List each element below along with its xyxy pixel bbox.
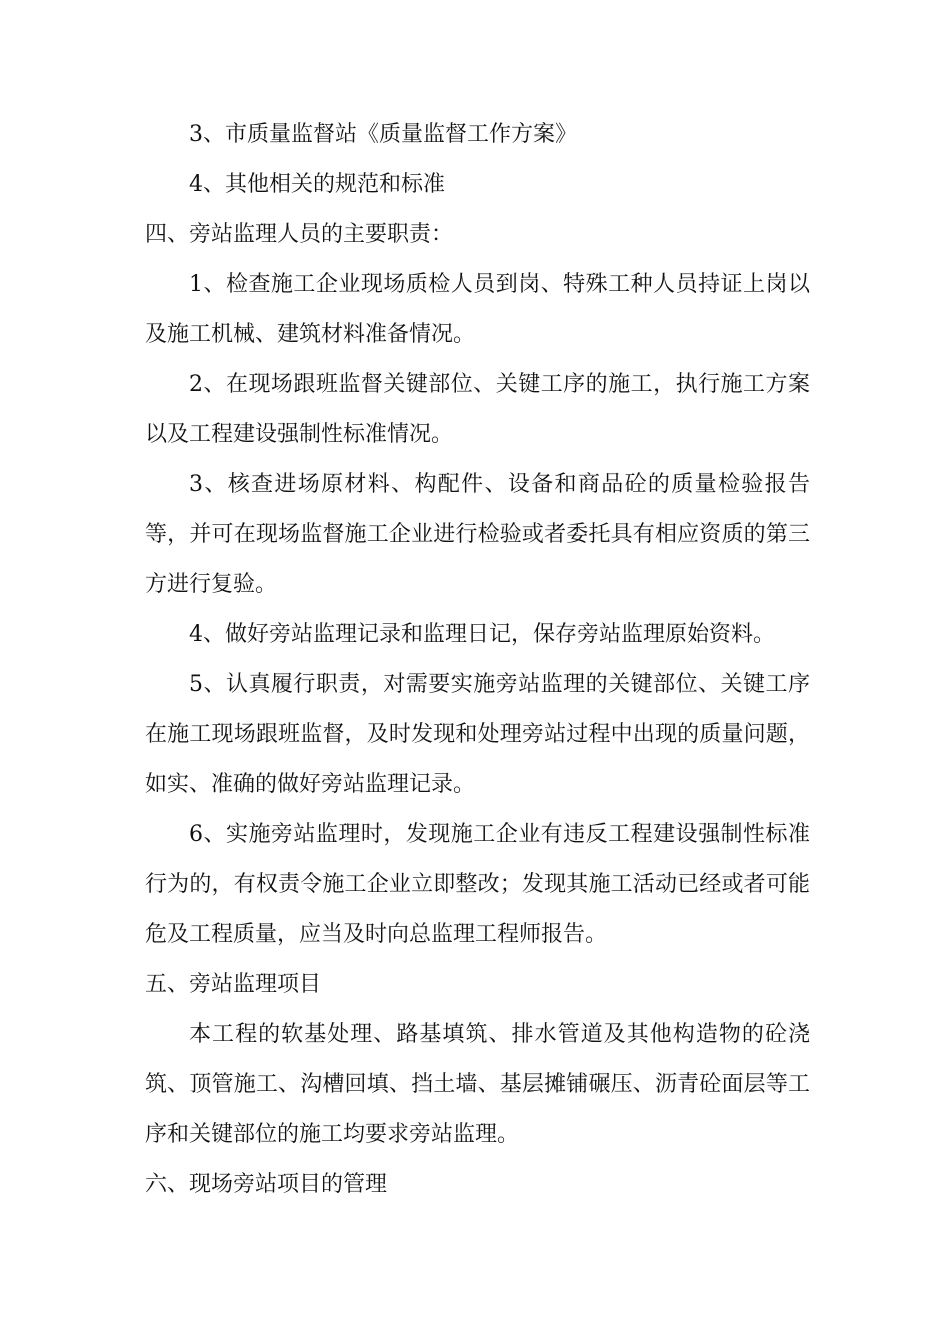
paragraph-duty-2: 2、在现场跟班监督关键部位、关键工序的施工，执行施工方案以及工程建设强制性标准情况。 (145, 372, 810, 447)
document-body (145, 110, 810, 1210)
paragraph-duty-3: 3、核查进场原材料、构配件、设备和商品砼的质量检验报告等，并可在现场监督施工企业进行检验或者委托具有相应资质的第三方进行复验。 (145, 472, 810, 597)
paragraph-duty-6: 6、实施旁站监理时，发现施工企业有违反工程建设强制性标准行为的，有权责令施工企业立即整改；发现其施工活动已经或者可能危及工程质量，应当及时向总监理工程师报告。 (145, 822, 810, 947)
paragraph-reference-4: 4、其他相关的规范和标准 (189, 172, 445, 197)
section-heading-4: 四、旁站监理人员的主要职责： (145, 222, 454, 247)
paragraph-duty-5: 5、认真履行职责，对需要实施旁站监理的关键部位、关键工序在施工现场跟班监督，及时发现和处理旁站过程中出现的质量问题，如实、准确的做好旁站监理记录。 (145, 672, 810, 797)
paragraph-supervision-items: 本工程的软基处理、路基填筑、排水管道及其他构造物的砼浇筑、顶管施工、沟槽回填、挡土墙、基层摊铺碾压、沥青砼面层等工序和关键部位的施工均要求旁站监理。 (145, 1022, 810, 1147)
paragraph-duty-1: 1、检查施工企业现场质检人员到岗、特殊工种人员持证上岗以及施工机械、建筑材料准备情况。 (145, 272, 810, 347)
paragraph-duty-4: 4、做好旁站监理记录和监理日记，保存旁站监理原始资料。 (189, 622, 775, 647)
section-heading-5: 五、旁站监理项目 (145, 972, 322, 997)
section-heading-6: 六、现场旁站项目的管理 (145, 1172, 388, 1197)
paragraph-reference-3: 3、市质量监督站《质量监督工作方案》 (189, 122, 577, 147)
